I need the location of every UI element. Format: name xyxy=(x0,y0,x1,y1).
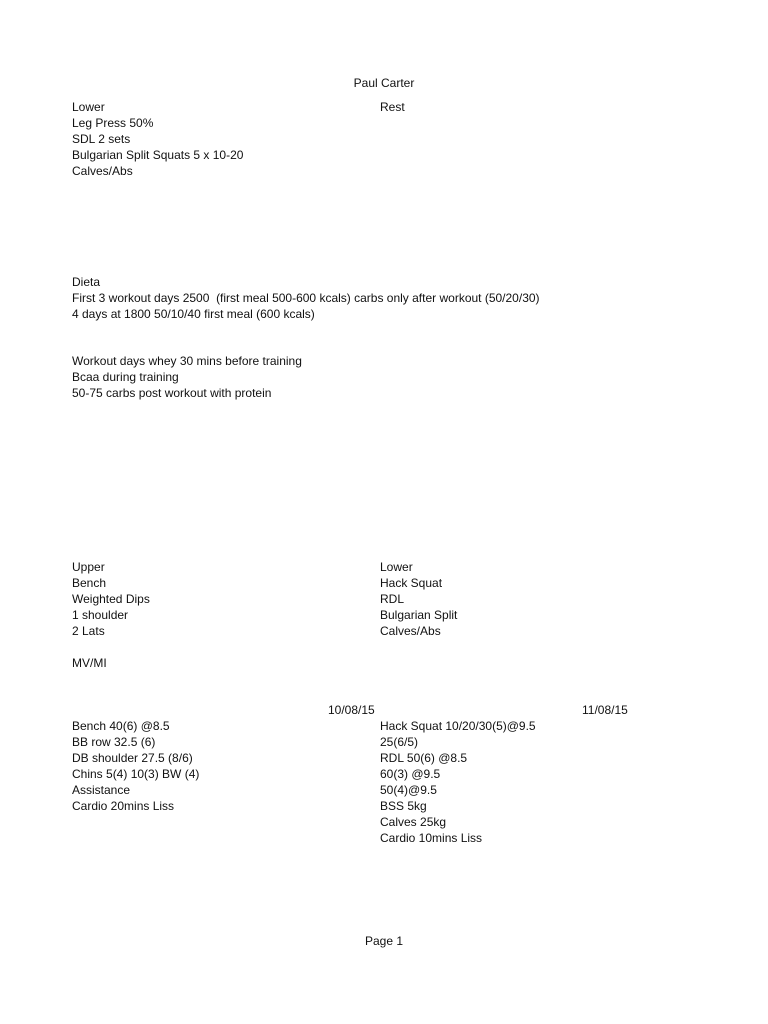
page-number: Page 1 xyxy=(364,934,404,948)
log-day1-entry: Chins 5(4) 10(3) BW (4) xyxy=(72,767,200,781)
log-date-1: 10/08/15 xyxy=(328,703,375,717)
plan2-lower-line: RDL xyxy=(380,592,405,606)
log-day2-entry: Cardio 10mins Liss xyxy=(380,831,483,845)
log-day2-entry: Calves 25kg xyxy=(380,815,447,829)
plan2-upper-line: 2 Lats xyxy=(72,624,105,638)
plan1-left-line: Bulgarian Split Squats 5 x 10-20 xyxy=(72,148,244,162)
plan2-lower-line: Calves/Abs xyxy=(380,624,441,638)
log-day1-list xyxy=(72,718,199,814)
plan2-lower-line: Bulgarian Split xyxy=(380,608,458,622)
diet-line: 4 days at 1800 50/10/40 first meal (600 kcals) xyxy=(72,307,315,321)
supplement-line: Workout days whey 30 mins before training xyxy=(72,354,302,368)
plan1-left-line: SDL 2 sets xyxy=(72,132,131,146)
supplement-notes xyxy=(72,353,302,401)
log-day2-entry: 50(4)@9.5 xyxy=(380,783,437,797)
supplement-line: Bcaa during training xyxy=(72,370,179,384)
mv-mi-note: MV/MI xyxy=(72,656,107,670)
plan2-lower-list xyxy=(380,559,457,639)
log-day2-entry: 25(6/5) xyxy=(380,735,419,749)
plan2-upper-list xyxy=(72,559,150,639)
diet-line: Dieta xyxy=(72,275,101,289)
plan2-upper-line: Bench xyxy=(72,576,107,590)
log-day1-entry: Cardio 20mins Liss xyxy=(72,799,175,813)
plan1-right-line: Rest xyxy=(380,100,405,114)
page-title: Paul Carter xyxy=(353,76,415,90)
diet-line: First 3 workout days 2500 (first meal 500-600 kcals) carbs only after workout (50/20/30) xyxy=(72,291,540,305)
log-day2-entry: RDL 50(6) @8.5 xyxy=(380,751,468,765)
log-day2-entry: BSS 5kg xyxy=(380,799,427,813)
log-day2-list xyxy=(380,718,536,846)
plan1-left-line: Leg Press 50% xyxy=(72,116,154,130)
supplement-line: 50-75 carbs post workout with protein xyxy=(72,386,272,400)
log-day1-entry: BB row 32.5 (6) xyxy=(72,735,156,749)
plan2-lower-line: Hack Squat xyxy=(380,576,443,590)
log-day1-entry: Bench 40(6) @8.5 xyxy=(72,719,170,733)
plan1-right-list xyxy=(380,99,405,115)
plan2-upper-line: 1 shoulder xyxy=(72,608,129,622)
log-day1-entry: Assistance xyxy=(72,783,131,797)
log-date-2: 11/08/15 xyxy=(582,703,628,717)
plan2-upper-line: Upper xyxy=(72,560,105,574)
log-day2-entry: 60(3) @9.5 xyxy=(380,767,441,781)
plan1-left-line: Lower xyxy=(72,100,105,114)
log-day1-entry: DB shoulder 27.5 (8/6) xyxy=(72,751,193,765)
diet-notes xyxy=(72,274,540,322)
plan1-left-list xyxy=(72,99,243,179)
plan2-lower-line: Lower xyxy=(380,560,413,574)
log-day2-entry: Hack Squat 10/20/30(5)@9.5 xyxy=(380,719,536,733)
plan2-upper-line: Weighted Dips xyxy=(72,592,150,606)
plan1-left-line: Calves/Abs xyxy=(72,164,133,178)
